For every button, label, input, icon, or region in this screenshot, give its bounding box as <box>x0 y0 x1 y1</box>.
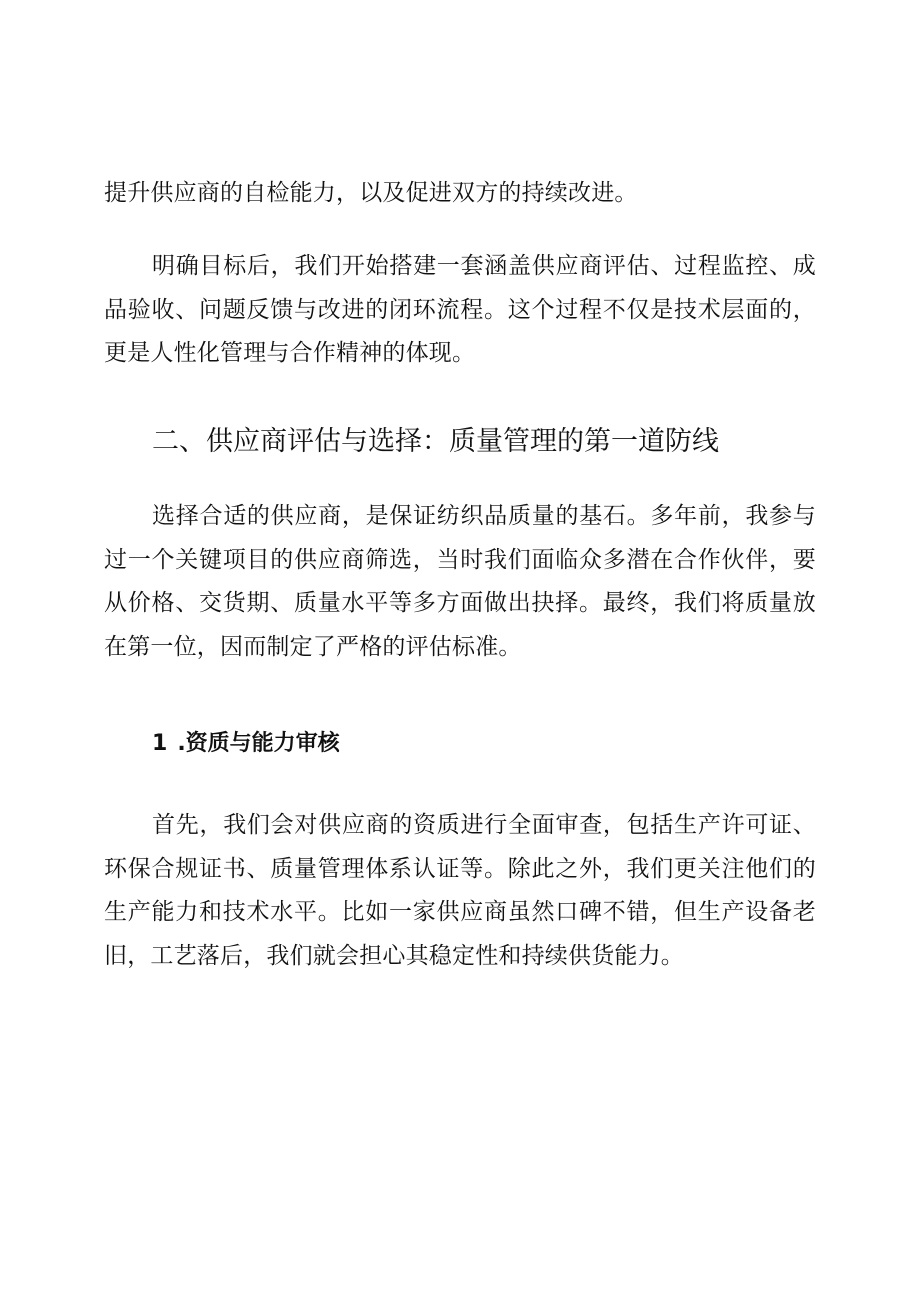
subsection-heading <box>152 729 340 759</box>
paragraph-goals: 明确目标后，我们开始搭建一套涵盖供应商评估、过程监控、成品验收、问题反馈与改进的闭环流程。这个过程不仅是技术层面的，更是人性化管理与合作精神的体现。 <box>104 253 816 366</box>
paragraph-supplier-selection: 选择合适的供应商，是保证纺织品质量的基石。多年前，我参与过一个关键项目的供应商筛选，当时我们面临众多潜在合作伙伴，要从价格、交货期、质量水平等多方面做出抉择。最终，我们将质量放在第一位，因而制定了严格的评估标准。 <box>104 503 816 660</box>
section-heading: 二、供应商评估与选择：质量管理的第一道防线 <box>152 426 719 457</box>
paragraph-qualification-review: 首先，我们会对供应商的资质进行全面审查，包括生产许可证、环保合规证书、质量管理体系认证等。除此之外，我们更关注他们的生产能力和技术水平。比如一家供应商虽然口碑不错，但生产设备老旧，工艺落后，我们就会担心其稳定性和持续供货能力。 <box>104 812 816 969</box>
subsection-title: .资质与能力审核 <box>177 731 340 756</box>
paragraph-continuation: 提升供应商的自检能力，以及促进双方的持续改进。 <box>104 180 638 206</box>
subsection-number: 1 <box>152 731 168 756</box>
